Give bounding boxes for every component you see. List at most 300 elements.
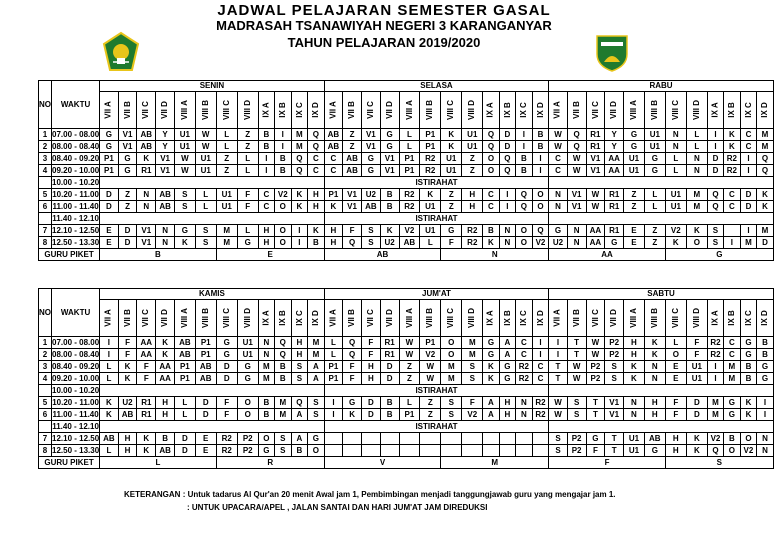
subject-code-cell: Q	[343, 237, 362, 249]
subject-code-cell: L	[324, 349, 342, 361]
table-row	[39, 201, 774, 213]
subject-code-cell: W	[567, 153, 586, 165]
subject-code-cell: H	[258, 225, 274, 237]
break-label: ISTIRAHAT	[324, 421, 549, 433]
class-header: VIII C	[665, 300, 686, 337]
subject-code-cell: T	[549, 373, 567, 385]
subject-code-cell: R2	[399, 189, 420, 201]
subject-code-cell: N	[516, 397, 533, 409]
subject-code-cell: I	[516, 141, 533, 153]
time-slot: 07.00 - 08.00	[52, 129, 100, 139]
subject-code-cell: G	[740, 349, 757, 361]
subject-code-cell: H	[291, 349, 308, 361]
row-number: 1	[39, 129, 52, 141]
subject-code-cell: O	[237, 409, 258, 421]
guru-piket-label: GURU PIKET	[39, 249, 100, 261]
class-header: VIII B	[644, 300, 665, 337]
subject-code-cell: R1	[137, 397, 156, 409]
break-row	[39, 177, 774, 189]
subject-code-cell: R1	[586, 141, 605, 153]
subject-code-cell: P1	[420, 141, 441, 153]
row-number: 1	[39, 337, 52, 349]
subject-code-cell: G	[499, 361, 516, 373]
subject-code-cell	[724, 225, 741, 237]
subject-code-cell: M	[462, 349, 483, 361]
subject-code-cell: N	[624, 397, 645, 409]
subject-code-cell: H	[644, 409, 665, 421]
class-header: VIII A	[624, 92, 645, 129]
table-row	[39, 153, 774, 165]
subject-code-cell: P1	[420, 337, 441, 349]
subject-code-cell: F	[137, 373, 156, 385]
subject-code-cell: P1	[324, 373, 342, 385]
day-header-sabtu: SABTU	[549, 289, 774, 300]
subject-code-cell: D	[740, 201, 757, 213]
subject-code-cell: C	[516, 349, 533, 361]
subject-code-cell: AB	[100, 433, 118, 445]
subject-code-cell: D	[380, 373, 399, 385]
subject-code-cell: V2	[399, 225, 420, 237]
subject-code-cell: W	[174, 153, 195, 165]
subject-code-cell: C	[258, 189, 274, 201]
subject-code-cell: V1	[137, 225, 156, 237]
subject-code-cell: H	[665, 433, 686, 445]
day-header-selasa: SELASA	[324, 81, 549, 92]
subject-code-cell: L	[686, 129, 707, 141]
subject-code-cell: R1	[380, 349, 399, 361]
break-label: ISTIRAHAT	[324, 177, 549, 189]
subject-code-cell: Z	[118, 189, 137, 201]
subject-code-cell: G	[216, 337, 237, 349]
subject-code-cell: Z	[441, 201, 462, 213]
subject-code-cell: K	[624, 373, 645, 385]
class-header: VII A	[100, 300, 118, 337]
subject-code-cell: AB	[118, 409, 137, 421]
subject-code-cell: R1	[605, 201, 624, 213]
table-row	[39, 225, 774, 237]
time-slot: 10.20 - 11.00	[52, 189, 99, 199]
subject-code-cell: K	[380, 225, 399, 237]
subject-code-cell: D	[216, 361, 237, 373]
subject-code-cell: Q	[567, 129, 586, 141]
class-header: VIII C	[665, 92, 686, 129]
row-number: 7	[39, 433, 52, 445]
subject-code-cell: Q	[757, 153, 774, 165]
class-header: VII D	[380, 92, 399, 129]
empty-cell	[100, 421, 325, 433]
subject-code-cell: P2	[586, 373, 605, 385]
row-number	[39, 421, 52, 433]
subject-code-cell: H	[308, 201, 325, 213]
subject-code-cell: G	[237, 373, 258, 385]
subject-code-cell: N	[549, 189, 567, 201]
subject-code-cell: Q	[516, 189, 533, 201]
subject-code-cell: R2	[399, 201, 420, 213]
row-number: 4	[39, 373, 52, 385]
subject-code-cell: T	[567, 337, 586, 349]
time-slot: 11.40 - 12.10	[52, 421, 99, 431]
subject-code-cell: H	[644, 397, 665, 409]
class-header: VIII D	[237, 92, 258, 129]
subject-code-cell: A	[291, 433, 308, 445]
empty-cell	[549, 213, 774, 225]
subject-code-cell: I	[740, 153, 757, 165]
subject-code-cell: W	[174, 165, 195, 177]
subject-code-cell: N	[258, 349, 274, 361]
subject-code-cell: C	[724, 337, 741, 349]
subject-code-cell: B	[258, 409, 274, 421]
subject-code-cell: M	[308, 337, 325, 349]
subject-code-cell: B	[275, 153, 292, 165]
class-header: VIII C	[441, 300, 462, 337]
subject-code-cell: F	[343, 361, 362, 373]
subject-code-cell: K	[644, 349, 665, 361]
subject-code-cell: U1	[420, 201, 441, 213]
subject-code-cell: N	[644, 373, 665, 385]
class-header: VII C	[137, 92, 156, 129]
subject-code-cell	[462, 433, 483, 445]
subject-code-cell: B	[258, 129, 274, 141]
subject-code-cell: B	[483, 225, 499, 237]
subject-code-cell: T	[586, 409, 605, 421]
subject-code-cell: N	[686, 165, 707, 177]
subject-code-cell: W	[586, 201, 605, 213]
subject-code-cell: I	[275, 129, 292, 141]
subject-code-cell: K	[324, 201, 342, 213]
subject-code-cell: V2	[665, 225, 686, 237]
subject-code-cell: G	[361, 165, 380, 177]
subject-code-cell: I	[707, 373, 723, 385]
subject-code-cell: S	[361, 225, 380, 237]
subject-code-cell: N	[258, 337, 274, 349]
subject-code-cell: B	[156, 433, 175, 445]
subject-code-cell: Z	[399, 373, 420, 385]
subject-code-cell: M	[291, 141, 308, 153]
subject-code-cell: L	[324, 337, 342, 349]
class-header: IX D	[757, 92, 774, 129]
row-number: 8	[39, 237, 52, 249]
subject-code-cell: I	[549, 337, 567, 349]
subject-code-cell: O	[441, 349, 462, 361]
guru-piket-code: V	[324, 457, 441, 469]
time-slot: 09.20 - 10.00	[52, 165, 100, 175]
time-slot: 09.20 - 10.00	[52, 373, 100, 383]
subject-code-cell: M	[740, 237, 757, 249]
subject-code-cell: F	[462, 397, 483, 409]
subject-code-cell: G	[586, 433, 605, 445]
subject-code-cell: B	[380, 397, 399, 409]
subject-code-cell: R2	[724, 153, 741, 165]
guru-piket-code: AA	[549, 249, 666, 261]
class-header: IX B	[499, 300, 516, 337]
schedule-title: JADWAL PELAJARAN SEMESTER GASAL	[217, 2, 551, 19]
subject-code-cell: L	[195, 201, 216, 213]
subject-code-cell: C	[324, 153, 342, 165]
subject-code-cell: W	[399, 349, 420, 361]
subject-code-cell: U1	[195, 153, 216, 165]
subject-code-cell: L	[174, 409, 195, 421]
subject-code-cell: B	[380, 201, 399, 213]
subject-code-cell: L	[399, 129, 420, 141]
subject-code-cell: P1	[100, 153, 118, 165]
table-row	[39, 337, 774, 349]
subject-code-cell: S	[707, 225, 723, 237]
subject-code-cell: A	[499, 349, 516, 361]
time-slot: 10.00 - 10.20	[52, 177, 100, 187]
subject-code-cell: K	[724, 141, 741, 153]
subject-code-cell: AB	[156, 445, 175, 457]
subject-code-cell: U1	[686, 373, 707, 385]
subject-code-cell: N	[137, 189, 156, 201]
subject-code-cell: V1	[605, 397, 624, 409]
subject-code-cell: E	[624, 225, 645, 237]
subject-code-cell: G	[644, 445, 665, 457]
table-row	[39, 165, 774, 177]
subject-code-cell: D	[707, 153, 723, 165]
subject-code-cell: O	[483, 165, 499, 177]
time-slot: 08.00 - 08.40	[52, 141, 100, 151]
subject-code-cell: L	[665, 337, 686, 349]
subject-code-cell: K	[740, 397, 757, 409]
subject-code-cell: L	[399, 397, 420, 409]
subject-code-cell: Q	[308, 129, 325, 141]
subject-code-cell: K	[308, 225, 325, 237]
subject-code-cell: AA	[586, 237, 605, 249]
subject-code-cell: H	[156, 397, 175, 409]
subject-code-cell: Q	[499, 165, 516, 177]
subject-code-cell: I	[532, 153, 549, 165]
subject-code-cell: I	[275, 141, 292, 153]
subject-code-cell: G	[237, 237, 258, 249]
subject-code-cell: Z	[462, 153, 483, 165]
subject-code-cell: S	[462, 373, 483, 385]
subject-code-cell: F	[237, 201, 258, 213]
subject-code-cell: Y	[605, 129, 624, 141]
subject-code-cell: U1	[644, 129, 665, 141]
subject-code-cell: P1	[324, 189, 342, 201]
subject-code-cell: D	[757, 237, 774, 249]
subject-code-cell: W	[586, 349, 605, 361]
break-row	[39, 213, 774, 225]
day-header-jumat: JUM'AT	[324, 289, 549, 300]
subject-code-cell: H	[499, 397, 516, 409]
subject-code-cell: M	[724, 373, 741, 385]
subject-code-cell: R2	[216, 445, 237, 457]
subject-code-cell: S	[291, 361, 308, 373]
subject-code-cell: W	[549, 409, 567, 421]
subject-code-cell: Q	[343, 337, 362, 349]
subject-code-cell: H	[462, 189, 483, 201]
subject-code-cell: O	[740, 433, 757, 445]
subject-code-cell: P1	[195, 349, 216, 361]
guru-piket-label: GURU PIKET	[39, 457, 100, 469]
subject-code-cell: I	[532, 349, 549, 361]
subject-code-cell: K	[757, 201, 774, 213]
subject-code-cell: C	[308, 165, 325, 177]
subject-code-cell: B	[516, 153, 533, 165]
subject-code-cell: I	[100, 337, 118, 349]
subject-code-cell: N	[757, 433, 774, 445]
subject-code-cell: AB	[156, 189, 175, 201]
subject-code-cell: K	[441, 129, 462, 141]
subject-code-cell: M	[258, 373, 274, 385]
subject-code-cell: G	[441, 225, 462, 237]
class-header: VIII B	[644, 92, 665, 129]
subject-code-cell: S	[275, 445, 292, 457]
subject-code-cell: U2	[118, 397, 137, 409]
subject-code-cell: P2	[567, 445, 586, 457]
subject-code-cell: Q	[291, 165, 308, 177]
subject-code-cell: U1	[624, 165, 645, 177]
subject-code-cell: B	[740, 361, 757, 373]
subject-code-cell: V1	[137, 237, 156, 249]
guru-piket-code: E	[216, 249, 324, 261]
subject-code-cell: Z	[237, 141, 258, 153]
class-header: IX A	[258, 300, 274, 337]
subject-code-cell: U1	[237, 337, 258, 349]
subject-code-cell: C	[483, 189, 499, 201]
subject-code-cell: K	[156, 337, 175, 349]
subject-code-cell: V1	[361, 129, 380, 141]
subject-code-cell: A	[483, 409, 499, 421]
subject-code-cell: I	[499, 189, 516, 201]
guru-piket-code: R	[216, 457, 324, 469]
subject-code-cell: U1	[174, 129, 195, 141]
subject-code-cell: F	[343, 225, 362, 237]
class-header: VIII C	[216, 92, 237, 129]
subject-code-cell: V1	[380, 165, 399, 177]
subject-code-cell: F	[216, 409, 237, 421]
subject-code-cell: E	[665, 373, 686, 385]
row-number	[39, 213, 52, 225]
subject-code-cell: E	[100, 225, 118, 237]
subject-code-cell: F	[237, 189, 258, 201]
subject-code-cell: K	[644, 337, 665, 349]
subject-code-cell: U1	[195, 165, 216, 177]
empty-cell	[100, 213, 325, 225]
subject-code-cell: V1	[118, 129, 137, 141]
subject-code-cell: G	[483, 349, 499, 361]
subject-code-cell: W	[420, 373, 441, 385]
class-header: VIII D	[462, 300, 483, 337]
subject-code-cell: M	[757, 225, 774, 237]
subject-code-cell: AB	[343, 153, 362, 165]
subject-code-cell: I	[100, 349, 118, 361]
class-header: IX A	[483, 92, 499, 129]
subject-code-cell: G	[100, 141, 118, 153]
subject-code-cell: U1	[174, 141, 195, 153]
subject-code-cell: U1	[441, 153, 462, 165]
subject-code-cell: G	[624, 129, 645, 141]
class-header: VII B	[343, 92, 362, 129]
time-slot: 08.40 - 09.20	[52, 361, 100, 371]
subject-code-cell: N	[567, 237, 586, 249]
subject-code-cell: R2	[516, 361, 533, 373]
subject-code-cell: P2	[586, 361, 605, 373]
class-header: VIII C	[441, 92, 462, 129]
subject-code-cell: E	[195, 433, 216, 445]
subject-code-cell	[324, 433, 342, 445]
subject-code-cell: AB	[324, 129, 342, 141]
class-header: VII B	[118, 300, 137, 337]
subject-code-cell	[499, 433, 516, 445]
subject-code-cell: K	[156, 349, 175, 361]
subject-code-cell: G	[644, 153, 665, 165]
subject-code-cell: F	[343, 373, 362, 385]
subject-code-cell: I	[258, 165, 274, 177]
table-row	[39, 237, 774, 249]
subject-code-cell: I	[707, 361, 723, 373]
subject-code-cell: G	[483, 337, 499, 349]
subject-code-cell: P1	[399, 165, 420, 177]
subject-code-cell: C	[308, 153, 325, 165]
subject-code-cell: D	[707, 165, 723, 177]
subject-code-cell: D	[100, 189, 118, 201]
class-header: IX B	[499, 92, 516, 129]
subject-code-cell: O	[258, 433, 274, 445]
row-number: 6	[39, 409, 52, 421]
subject-code-cell: D	[686, 409, 707, 421]
class-header: IX D	[308, 92, 325, 129]
subject-code-cell: D	[361, 397, 380, 409]
subject-code-cell: K	[624, 361, 645, 373]
class-header: VII C	[137, 300, 156, 337]
subject-code-cell: S	[291, 373, 308, 385]
class-header: VIII D	[686, 300, 707, 337]
class-header: IX C	[516, 300, 533, 337]
subject-code-cell: AB	[399, 237, 420, 249]
subject-code-cell: M	[707, 409, 723, 421]
time-slot: 11.00 - 11.40	[52, 201, 99, 211]
time-slot: 10.00 - 10.20	[52, 385, 100, 395]
subject-code-cell: C	[740, 141, 757, 153]
subject-code-cell: L	[237, 153, 258, 165]
guru-piket-code: N	[441, 249, 549, 261]
subject-code-cell: B	[275, 165, 292, 177]
class-header: IX B	[724, 300, 741, 337]
subject-code-cell: B	[740, 373, 757, 385]
subject-code-cell: D	[740, 189, 757, 201]
subject-code-cell: R1	[586, 129, 605, 141]
subject-code-cell: D	[499, 129, 516, 141]
subject-code-cell: B	[308, 237, 325, 249]
guru-piket-code: L	[100, 457, 217, 469]
subject-code-cell: O	[483, 153, 499, 165]
subject-code-cell: S	[195, 225, 216, 237]
subject-code-cell: D	[361, 409, 380, 421]
subject-code-cell: Z	[420, 397, 441, 409]
class-header: IX C	[740, 300, 757, 337]
subject-code-cell	[399, 433, 420, 445]
subject-code-cell: Q	[291, 153, 308, 165]
keterangan-text-1: : Untuk tadarus Al Qur'an 20 menit Awal jam 1, Pembimbingan menjadi tanggungjawab guru yang mengajar jam 1.	[182, 490, 616, 499]
subject-code-cell: P2	[567, 433, 586, 445]
subject-code-cell	[420, 433, 441, 445]
class-header: VIII A	[174, 92, 195, 129]
subject-code-cell: M	[757, 141, 774, 153]
subject-code-cell: S	[605, 361, 624, 373]
subject-code-cell: G	[757, 361, 774, 373]
subject-code-cell: AA	[605, 153, 624, 165]
subject-code-cell: N	[644, 361, 665, 373]
subject-code-cell: I	[324, 409, 342, 421]
subject-code-cell: AA	[605, 165, 624, 177]
subject-code-cell: V1	[605, 409, 624, 421]
subject-code-cell	[324, 445, 342, 457]
subject-code-cell: F	[137, 361, 156, 373]
subject-code-cell: Q	[757, 165, 774, 177]
subject-code-cell: AB	[137, 141, 156, 153]
